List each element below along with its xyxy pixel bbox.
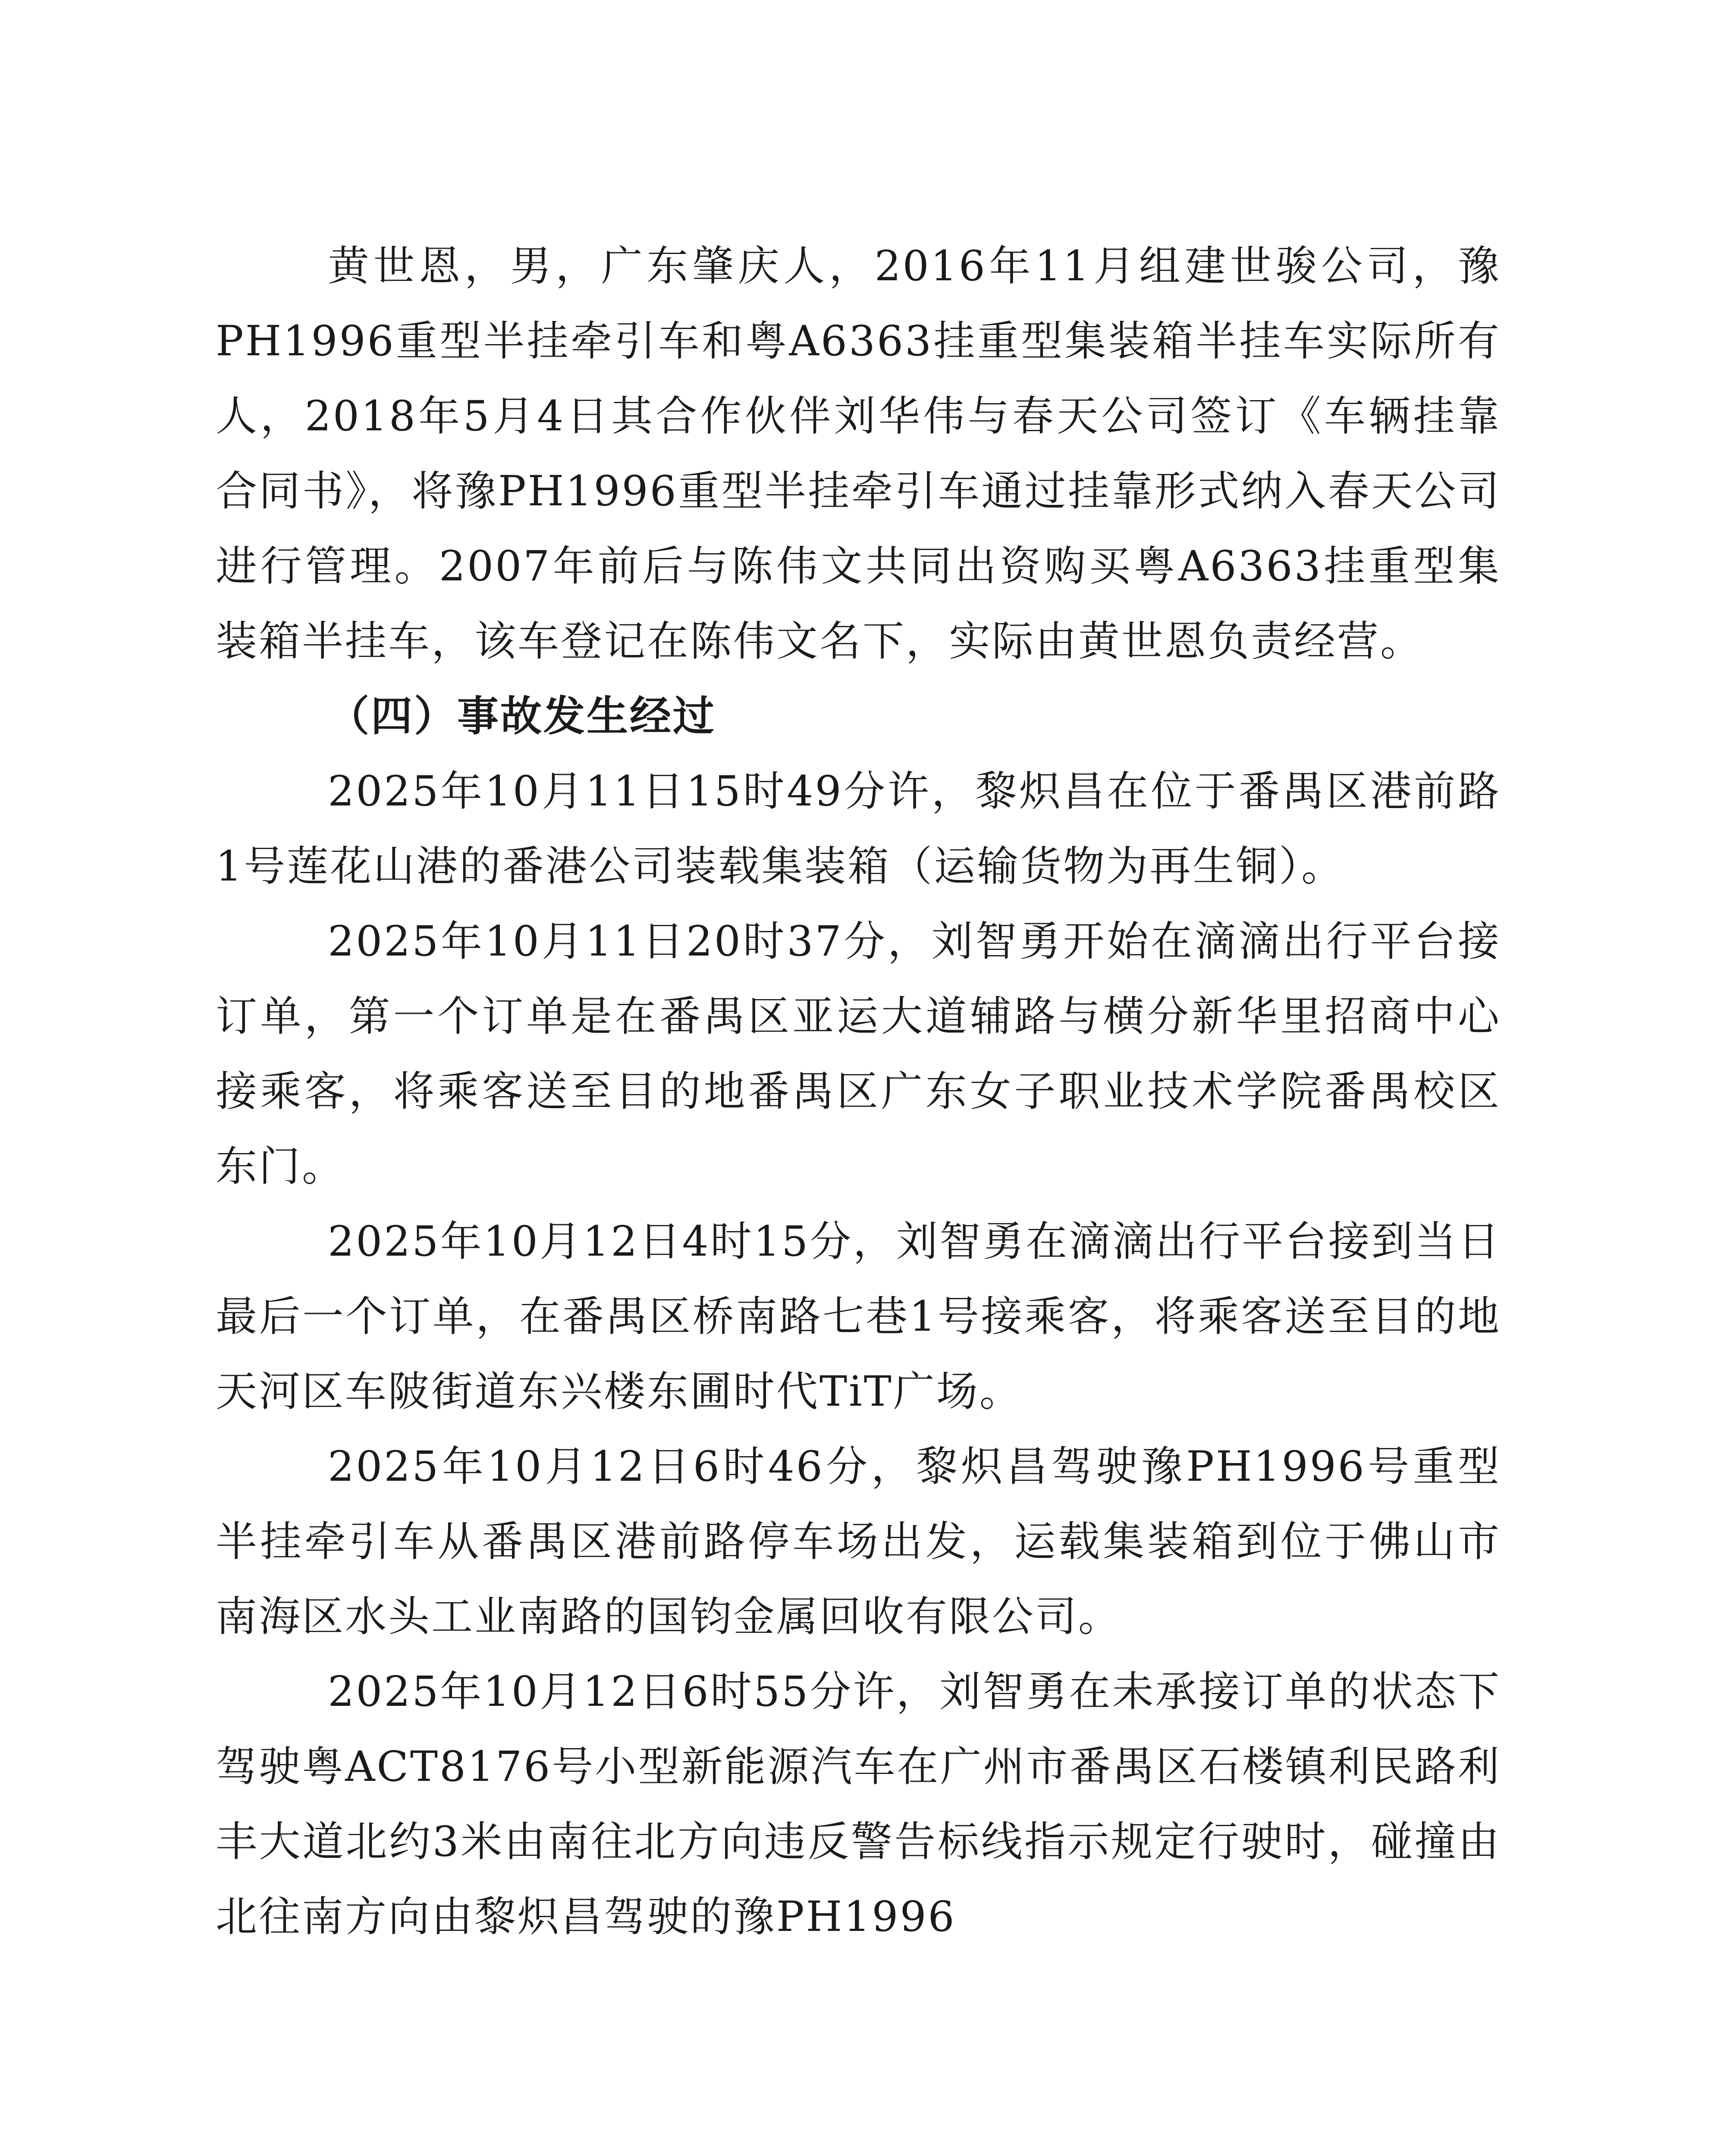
body-text bbox=[216, 229, 1501, 1954]
paragraph-loading: 2025年10月11日15时49分许，黎炽昌在位于番禺区港前路1号莲花山港的番港公司装载集装箱（运输货物为再生铜）。 bbox=[216, 767, 1501, 890]
paragraph-collision: 2025年10月12日6时55分许，刘智勇在未承接订单的状态下驾驶粤ACT8176号小型新能源汽车在广州市番禺区石楼镇利民路利丰大道北约3米由南往北方向违反警告标线指示规定行驶时，碰撞由北往南方向由黎炽昌驾驶的豫PH1996 bbox=[216, 1667, 1501, 1941]
paragraph-first-order: 2025年10月11日20时37分，刘智勇开始在滴滴出行平台接订单，第一个订单是在番禺区亚运大道辅路与横分新华里招商中心接乘客，将乘客送至目的地番禺区广东女子职业技术学院番禺校区东门。 bbox=[216, 917, 1501, 1191]
paragraph-owner-info: 黄世恩，男，广东肇庆人，2016年11月组建世骏公司，豫PH1996重型半挂牵引车和粤A6363挂重型集装箱半挂车实际所有人，2018年5月4日其合作伙伴刘华伟与春天公司签订《车辆挂靠合同书》，将豫PH1996重型半挂牵引车通过挂靠形式纳入春天公司进行管理。2007年前后与陈伟文共同出资购买粤A6363挂重型集装箱半挂车，该车登记在陈伟文名下，实际由黄世恩负责经营。 bbox=[216, 242, 1501, 665]
section-heading-accident-course: （四）事故发生经过 bbox=[328, 692, 716, 740]
paragraph-last-order: 2025年10月12日4时15分，刘智勇在滴滴出行平台接到当日最后一个订单，在番禺区桥南路七巷1号接乘客，将乘客送至目的地天河区车陂街道东兴楼东圃时代TiT广场。 bbox=[216, 1217, 1501, 1416]
paragraph-truck-departure: 2025年10月12日6时46分，黎炽昌驾驶豫PH1996号重型半挂牵引车从番禺区港前路停车场出发，运载集装箱到位于佛山市南海区水头工业南路的国钧金属回收有限公司。 bbox=[216, 1442, 1501, 1641]
